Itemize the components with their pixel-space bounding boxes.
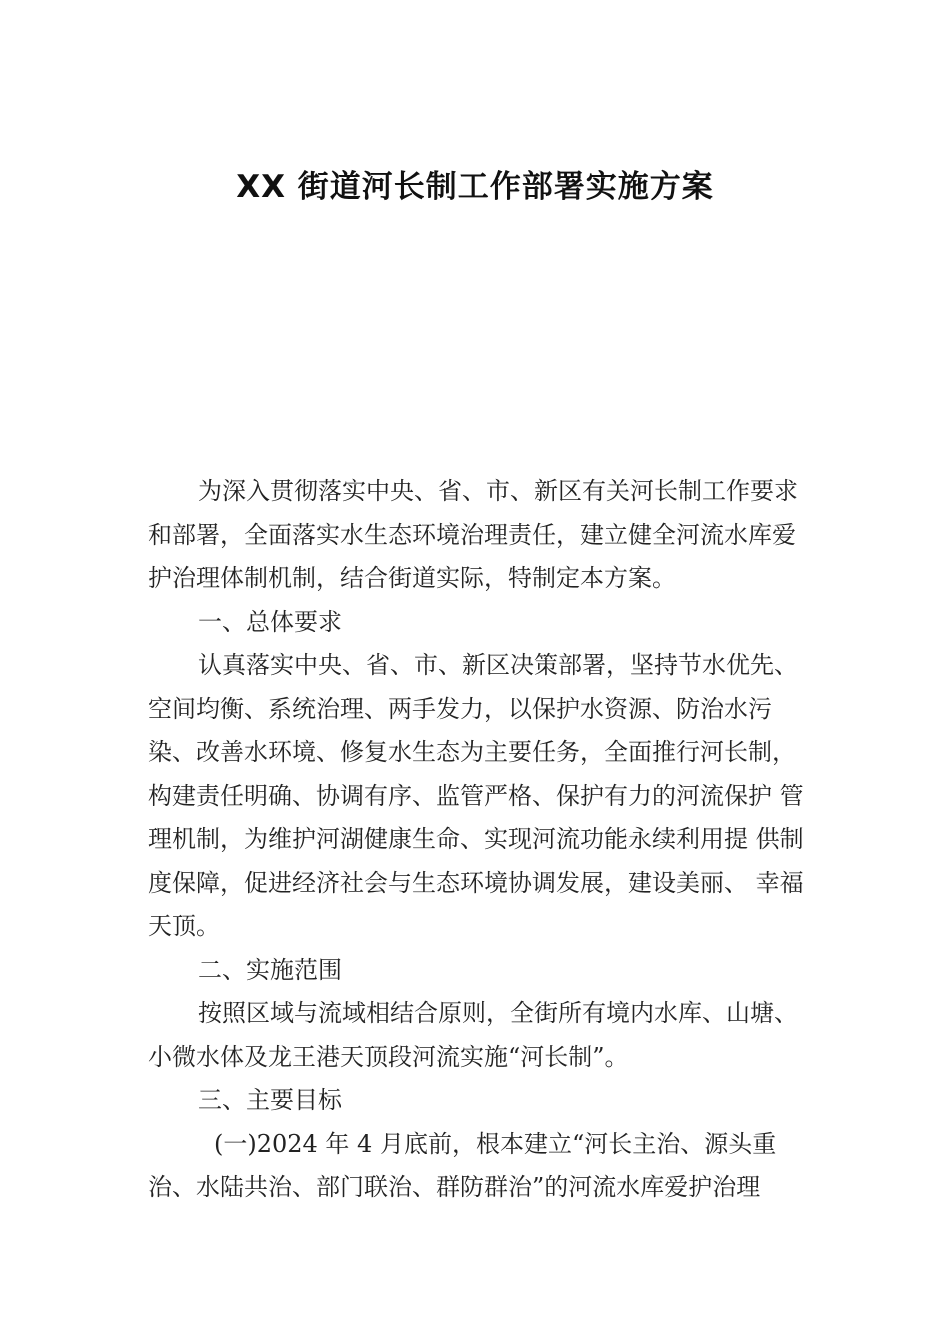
section-paragraph-main-goals: (一)2024 年 4 月底前，根本建立“河长主治、源头重 治、水陆共治、部门联治、群防群治”的河流水库爱护治理 <box>148 1129 784 1201</box>
section-heading-main-goals: 三、主要目标 <box>198 1086 342 1114</box>
document-body <box>148 470 818 1210</box>
section-heading-scope: 二、实施范围 <box>198 955 342 984</box>
section-paragraph-scope: 按照区域与流域相结合原则，全街所有境内水库、山塘、 小微水体及龙王港天顶段河流实施“河长制”。 <box>148 999 806 1071</box>
section-heading-overall-requirements: 一、总体要求 <box>198 607 342 636</box>
section-paragraph-overall-requirements: 认真落实中央、省、市、新区决策部署，坚持节水优先、 空间均衡、系统治理、两手发力，以保护水资源、防治水污 染、改善水环境、修复水生态为主要任务，全面推行河长制， 构建责任明确、协调有序、监管严格、保护有力的河流保护 管理机制，为维护河湖健康生命、实现河流功能永续利用提 供制度保障，促进经济社会与生态环境协调发展，建设美丽、 幸福天顶。 <box>148 651 806 940</box>
document-title: XX 街道河长制工作部署实施方案 <box>236 169 714 205</box>
intro-paragraph: 为深入贯彻落实中央、省、市、新区有关河长制工作要求和部署，全面落实水生态环境治理责任，建立健全河流水库爱护治理体制机制，结合街道实际，特制定本方案。 <box>148 477 798 592</box>
